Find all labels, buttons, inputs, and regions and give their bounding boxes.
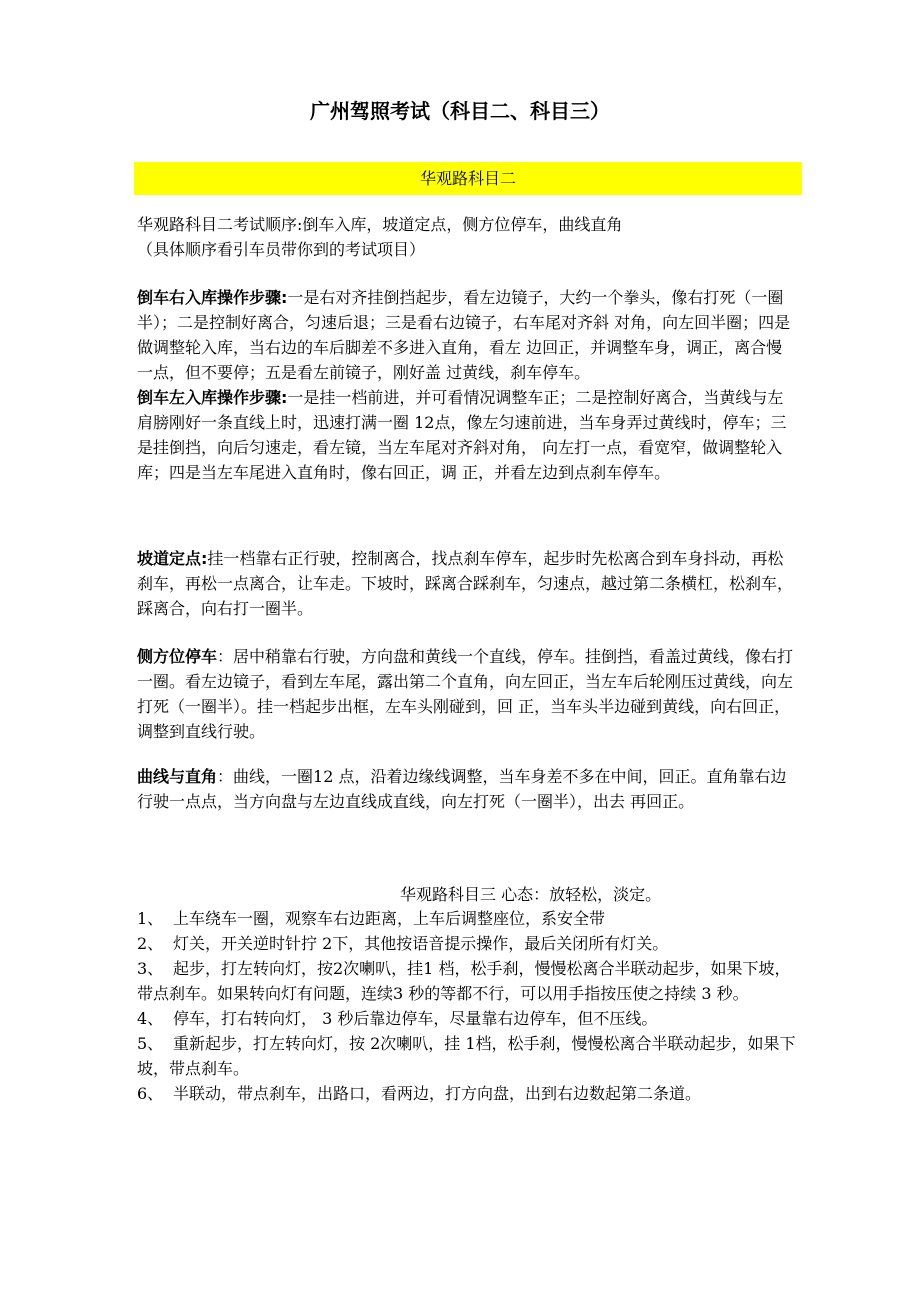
- reverse-parking-block: [137, 285, 797, 485]
- list-item-text: 上车绕车一圈，观察车右边距离，上车后调整座位，系安全带: [173, 909, 606, 928]
- slope-paragraph: [137, 546, 797, 621]
- intro-block: [137, 212, 797, 262]
- page-title: 广州驾照考试（科目二、科目三）: [310, 99, 610, 123]
- list-item: [137, 1081, 797, 1106]
- list-item-number: 2、: [137, 934, 164, 953]
- slope-block: [137, 546, 797, 621]
- intro-line: 华观路科目二考试顺序:倒车入库，坡道定点，侧方位停车，曲线直角: [137, 215, 623, 234]
- curve-label: 曲线与直角: [137, 767, 218, 786]
- list-item-text: 停车，打右转向灯， 3 秒后靠边停车，尽量靠右边停车，但不压线。: [173, 1009, 658, 1028]
- list-item-number: 6、: [137, 1084, 164, 1103]
- list-item: [137, 1031, 797, 1081]
- list-item: [137, 906, 797, 931]
- reverse-right-paragraph: [137, 285, 797, 385]
- side-parking-text: ：居中稍靠右行驶，方向盘和黄线一个直线，停车。挂倒挡，看盖过黄线，像右打一圈。看左边镜子，看到左车尾，露出第二个直角，向左回正，当左车后轮刚压过黄线，向左打死（一圈半）。挂一档起步出框，左车头刚碰到，回 正，当车头半边碰到黄线，向右回正，调整到直线行驶。: [137, 647, 794, 741]
- reverse-left-label: 倒车左入库操作步骤:: [137, 388, 288, 407]
- reverse-left-text: 一是挂一档前进，并可看情况调整车正；二是控制好离合，当黄线与左肩膀刚好一条直线上时，迅速打满一圈 12点，像左匀速前进，当车身弄过黄线时，停车；三是挂倒挡，向后匀速走，看左镜，当左车尾对齐斜对角， 向左打一点，看宽窄，做调整轮入库；四是当左车尾进入直角时，像右回正，调 正，并看左边到点刹车停车。: [137, 388, 787, 482]
- curve-text: ：曲线，一圈12 点，沿着边缘线调整，当车身差不多在中间，回正。直角靠右边行驶一点点，当方向盘与左边直线成直线，向左打死（一圈半），出去 再回正。: [137, 767, 787, 811]
- reverse-left-paragraph: [137, 385, 797, 485]
- list-item: [137, 1006, 797, 1031]
- list-item-text: 重新起步，打左转向灯，按 2次喇叭，挂 1档，松手刹，慢慢松离合半联动起步，如果下坡，带点刹车。: [137, 1034, 796, 1078]
- curve-paragraph: [137, 764, 797, 814]
- list-item: [137, 931, 797, 956]
- section3-title: 华观路科目三 心态：放轻松，淡定。: [400, 885, 662, 904]
- section3-list: [137, 906, 797, 1106]
- list-item-number: 5、: [137, 1034, 164, 1053]
- reverse-right-label: 倒车右入库操作步骤:: [137, 288, 288, 307]
- slope-label: 坡道定点:: [137, 549, 208, 568]
- side-parking-label: 侧方位停车: [137, 647, 218, 666]
- list-item-text: 起步，打左转向灯，按2次喇叭，挂1 档，松手刹，慢慢松离合半联动起步，如果下坡，带点刹车。如果转向灯有问题，连续3 秒的等都不行，可以用手指按压使之持续 3 秒。: [137, 959, 791, 1003]
- curve-block: [137, 764, 797, 814]
- list-item-number: 4、: [137, 1009, 164, 1028]
- intro-note: （具体顺序看引车员带你到的考试项目）: [137, 240, 426, 259]
- list-item-text: 灯关，开关逆时针拧 2下，其他按语音提示操作，最后关闭所有灯关。: [173, 934, 669, 953]
- list-item-number: 1、: [137, 909, 164, 928]
- reverse-right-text: 一是右对齐挂倒挡起步，看左边镜子，大约一个拳头，像右打死（一圈半）；二是控制好离合，匀速后退；三是看右边镜子，右车尾对齐斜 对角，向左回半圈；四是做调整轮入库，当右边的车后脚差不多进入直角，看左 边回正，并调整车身，调正，离合慢一点，但不要停；五是看左前镜子，刚好盖 过黄线，刹车停车。: [137, 288, 791, 382]
- list-item-number: 3、: [137, 959, 164, 978]
- slope-text: 挂一档靠右正行驶，控制离合，找点刹车停车，起步时先松离合到车身抖动，再松刹车，再松一点离合，让车走。下坡时，踩离合踩刹车，匀速点，越过第二条横杠，松刹车，踩离合，向右打一圈半。: [137, 549, 794, 618]
- list-item: [137, 956, 797, 1006]
- side-parking-paragraph: [137, 644, 797, 744]
- side-parking-block: [137, 644, 797, 744]
- list-item-text: 半联动，带点刹车，出路口，看两边，打方向盘，出到右边数起第二条道。: [173, 1084, 702, 1103]
- section-banner: 华观路科目二: [134, 162, 802, 195]
